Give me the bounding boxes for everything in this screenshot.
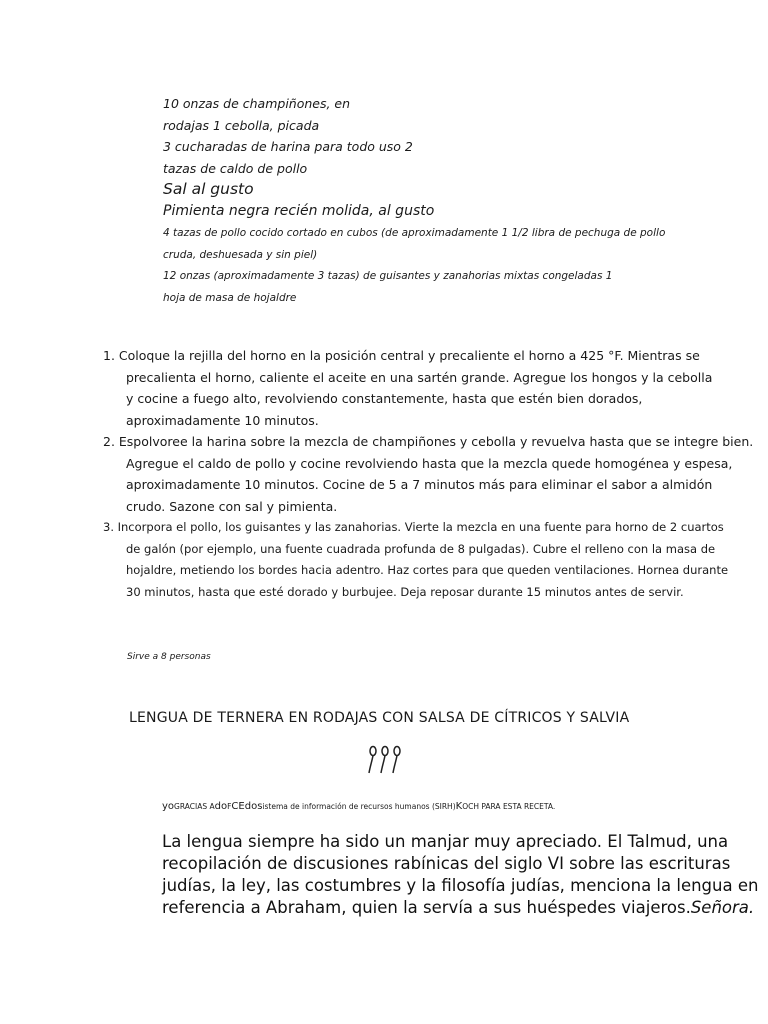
instruction-line: y cocine a fuego alto, revolviendo constantemente, hasta que estén bien dorados, [126,391,643,406]
instruction-line: hojaldre, metiendo los bordes hacia adentro. Haz cortes para que queden ventilaciones. Hornea durante [126,563,729,577]
credit-line: yoGRACIAS AdoFCEdosistema de información de recursos humanos (SIRH)KOCH PARA ESTA RECETA. [162,801,556,812]
instruction-line: crudo. Sazone con sal y pimienta. [126,499,338,514]
ingredient-line: tazas de caldo de pollo [163,161,308,176]
ingredient-line: 10 onzas de champiñones, en [163,96,351,111]
ingredient-line: hoja de masa de hojaldre [163,292,297,304]
spoons-icon [364,745,404,775]
ingredient-line: Sal al gusto [163,180,254,198]
ingredient-line: Pimienta negra recién molida, al gusto [163,203,435,219]
ingredient-line: 12 onzas (aproximadamente 3 tazas) de guisantes y zanahorias mixtas congeladas 1 [163,270,613,282]
instruction-line: 1. Coloque la rejilla del horno en la posición central y precaliente el horno a 425 °F. Mientras se [103,348,700,363]
paragraph-line: judías, la ley, las costumbres y la filosofía judías, menciona la lengua en [162,876,759,895]
ingredient-line: 4 tazas de pollo cocido cortado en cubos (de aproximadamente 1 1/2 libra de pechuga de pollo [163,227,666,239]
instruction-line: aproximadamente 10 minutos. Cocine de 5 a 7 minutos más para eliminar el sabor a almidón [126,477,713,492]
ingredient-line: cruda, deshuesada y sin piel) [163,249,318,261]
instruction-line: Agregue el caldo de pollo y cocine revolviendo hasta que la mezcla quede homogénea y espesa, [126,456,733,471]
instruction-line: 2. Espolvoree la harina sobre la mezcla de champiñones y cebolla y revuelva hasta que se integre bien. [103,434,754,449]
instruction-line: de galón (por ejemplo, una fuente cuadrada profunda de 8 pulgadas). Cubre el relleno con la masa de [126,542,716,556]
italic-word: Señora. [690,898,755,917]
ingredient-line: 3 cucharadas de harina para todo uso 2 [163,139,413,154]
instruction-line: aproximadamente 10 minutos. [126,413,319,428]
recipe-title: LENGUA DE TERNERA EN RODAJAS CON SALSA DE CÍTRICOS Y SALVIA [129,710,630,726]
paragraph-line: recopilación de discusiones rabínicas del siglo VI sobre las escrituras [162,854,731,873]
instruction-line: 30 minutos, hasta que esté dorado y burbujee. Deja reposar durante 15 minutos antes de servir. [126,585,684,599]
paragraph-line: referencia a Abraham, quien la servía a sus huéspedes viajeros.Señora. [162,898,755,917]
ingredient-line: rodajas 1 cebolla, picada [163,118,320,133]
paragraph-line: La lengua siempre ha sido un manjar muy apreciado. El Talmud, una [162,832,729,851]
serves-note: Sirve a 8 personas [127,652,211,662]
instruction-line: precalienta el horno, caliente el aceite en una sartén grande. Agregue los hongos y la cebolla [126,370,713,385]
instruction-line: 3. Incorpora el pollo, los guisantes y las zanahorias. Vierte la mezcla en una fuente para horno de 2 cuartos [103,520,724,534]
